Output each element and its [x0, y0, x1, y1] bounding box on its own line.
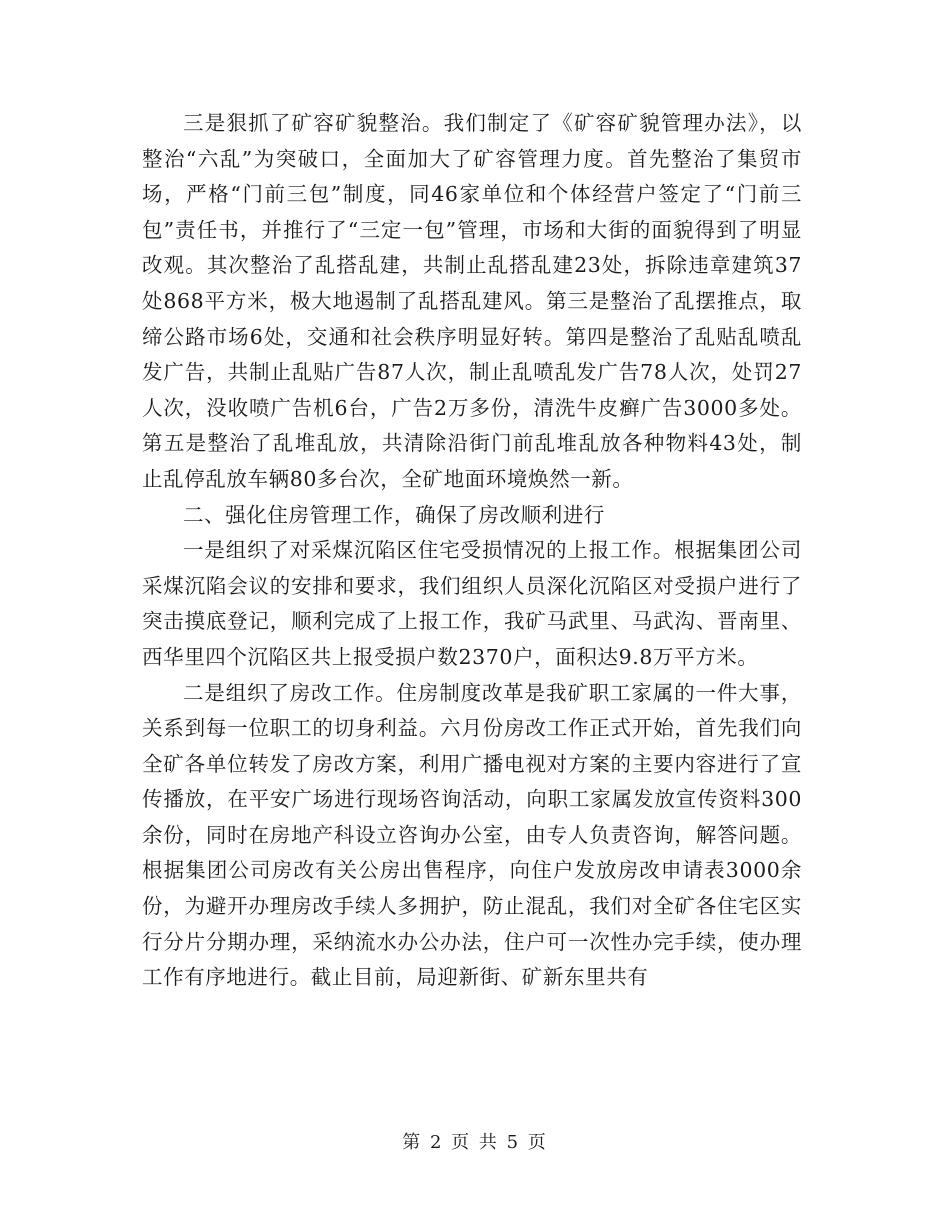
paragraph-subsidence-report: 一是组织了对采煤沉陷区住宅受损情况的上报工作。根据集团公司采煤沉陷会议的安排和要求，我们组织人员深化沉陷区对受损户进行了突击摸底登记，顺利完成了上报工作，我矿马武里、马武沟、晋南里、西华里四个沉陷区共上报受损户数2370户，面积达9.8万平方米。 — [142, 538, 802, 669]
section-heading-housing: 二、强化住房管理工作，确保了房改顺利进行 — [183, 502, 605, 527]
paragraph-mine-appearance: 三是狠抓了矿容矿貌整治。我们制定了《矿容矿貌管理办法》，以整治“六乱”为突破口，全面加大了矿容管理力度。首先整治了集贸市场，严格“门前三包”制度，同46家单位和个体经营户签定了“门前三包”责任书，并推行了“三定一包”管理，市场和大街的面貌得到了明显改观。其次整治了乱搭乱建，共制止乱搭乱建23处，拆除违章建筑37处868平方米，极大地遏制了乱搭乱建风。第三是整治了乱摆推点，取缔公路市场6处，交通和社会秩序明显好转。第四是整治了乱贴乱喷乱发广告，共制止乱贴广告87人次，制止乱喷乱发广告78人次，处罚27人次，没收喷广告机6台，广告2万多份，清洗牛皮癣广告3000多处。第五是整治了乱堆乱放，共清除沿街门前乱堆乱放各种物料43处，制止乱停乱放车辆80多台次，全矿地面环境焕然一新。 — [142, 111, 802, 491]
document-body — [142, 106, 802, 996]
paragraph-housing-reform: 二是组织了房改工作。住房制度改革是我矿职工家属的一件大事，关系到每一位职工的切身利益。六月份房改工作正式开始，首先我们向全矿各单位转发了房改方案，利用广播电视对方案的主要内容进行了宣传播放，在平安广场进行现场咨询活动，向职工家属发放宣传资料300余份，同时在房地产科设立咨询办公室，由专人负责咨询，解答问题。根据集团公司房改有关公房出售程序，向住户发放房改申请表3000余份，为避开办理房改手续人多拥护，防止混乱，我们对全矿各住宅区实行分片分期办理，采纳流水办公办法，住户可一次性办完手续，使办理工作有序地进行。截止目前，局迎新街、矿新东里共有 — [142, 680, 802, 990]
page-footer: 第 2 页 共 5 页 — [402, 1132, 548, 1153]
